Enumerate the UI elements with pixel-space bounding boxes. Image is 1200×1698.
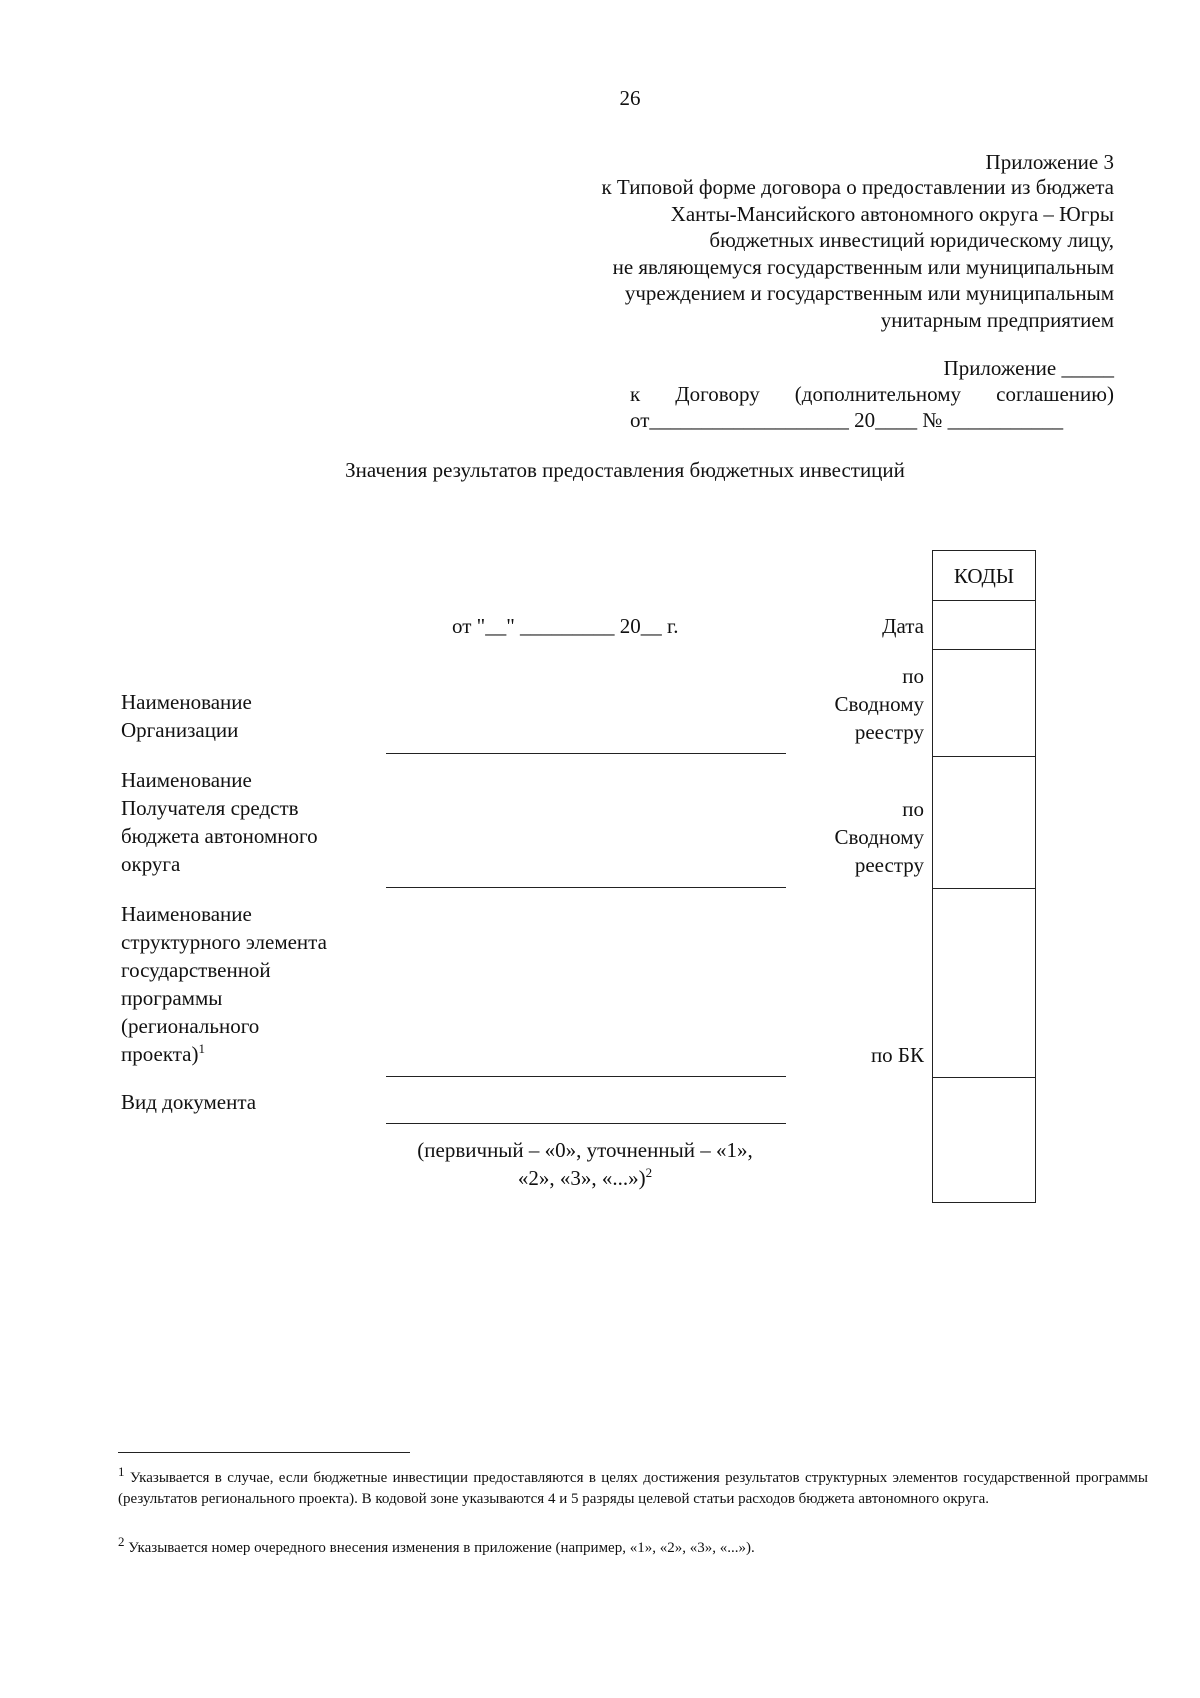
document-kind-fill-line — [386, 1123, 786, 1124]
footnote-mark: 1 — [118, 1464, 125, 1479]
codes-divider — [932, 1077, 1036, 1078]
appendix-line: бюджетных инвестиций юридическому лицу, — [709, 228, 1114, 252]
contract-ref-word: Договору — [675, 382, 760, 406]
codes-divider — [932, 888, 1036, 889]
document-kind-note — [370, 1136, 800, 1192]
date-line: от "__" _________ 20__ г. — [452, 614, 679, 638]
contract-ref-word: (дополнительному — [794, 382, 962, 406]
contract-ref-word: соглашению) — [996, 382, 1114, 406]
appendix-description — [601, 174, 1114, 333]
footnote-text: Указывается в случае, если бюджетные инвестиции предоставляются в целях достижения результатов структурных элементов государственной программы (результатов регионального проекта). В кодовой зоне указываются 4 и 5 разряды целевой статьи расходов бюджета автономного округа. — [118, 1470, 1149, 1507]
row-label-document-kind: Вид документа — [121, 1090, 257, 1114]
contract-ref-line2: от___________________ 20____ № ___________ — [630, 408, 1064, 432]
contract-ref-line1 — [630, 380, 1114, 408]
footnote-separator — [118, 1452, 410, 1453]
codes-header: КОДЫ — [953, 564, 1015, 588]
organization-fill-line — [386, 753, 786, 754]
codes-divider — [932, 756, 1036, 757]
codes-box — [932, 550, 1036, 1203]
row-label-organization: Наименование Организации — [121, 690, 252, 742]
footnote-1 — [118, 1464, 1149, 1510]
appendix-line: учреждением и государственным или муниципальным — [624, 281, 1114, 305]
footnote-ref: 2 — [645, 1165, 653, 1180]
codes-divider — [932, 649, 1036, 650]
appendix-line: Ханты-Мансийского автономного округа – Югры — [670, 201, 1114, 226]
row-code-label-registry: по Сводному реестру — [834, 797, 924, 877]
appendix-title: Приложение 3 — [985, 150, 1114, 174]
document-kind-note-text: «2», «3», «...») — [517, 1166, 646, 1190]
footnote-2 — [118, 1534, 1148, 1559]
row-label-structural-element — [121, 900, 327, 1068]
structural-element-fill-line — [386, 1076, 786, 1077]
footnote-text: Указывается номер очередного внесения изменения в приложение (например, «1», «2», «3», «...»). — [128, 1540, 755, 1556]
footnote-ref: 1 — [198, 1041, 205, 1056]
footnote-mark: 2 — [118, 1534, 125, 1549]
row-label-recipient: Наименование Получателя средств бюджета автономного округа — [121, 768, 318, 876]
document-title: Значения результатов предоставления бюджетных инвестиций — [345, 458, 905, 482]
structural-element-text: Наименование структурного элемента государственной программы (регионального проекта) — [121, 902, 327, 1066]
row-code-label-registry: по Сводному реестру — [834, 664, 924, 744]
codes-divider — [932, 600, 1036, 601]
row-code-label-bk: по БК — [870, 1043, 924, 1067]
appendix-line: унитарным предприятием — [880, 307, 1114, 332]
contract-ref-k: к — [630, 382, 641, 406]
appendix-line: не являющемуся государственным или муниципальным — [612, 254, 1114, 279]
contract-appendix-label: Приложение _____ — [943, 356, 1114, 380]
recipient-fill-line — [386, 887, 786, 888]
row-label-date: Дата — [882, 614, 924, 638]
appendix-line: к Типовой форме договора о предоставлении из бюджета — [601, 175, 1114, 199]
document-kind-note-line — [370, 1164, 800, 1192]
document-kind-note-line: (первичный – «0», уточненный – «1», — [417, 1138, 753, 1162]
page-number: 26 — [619, 86, 641, 110]
